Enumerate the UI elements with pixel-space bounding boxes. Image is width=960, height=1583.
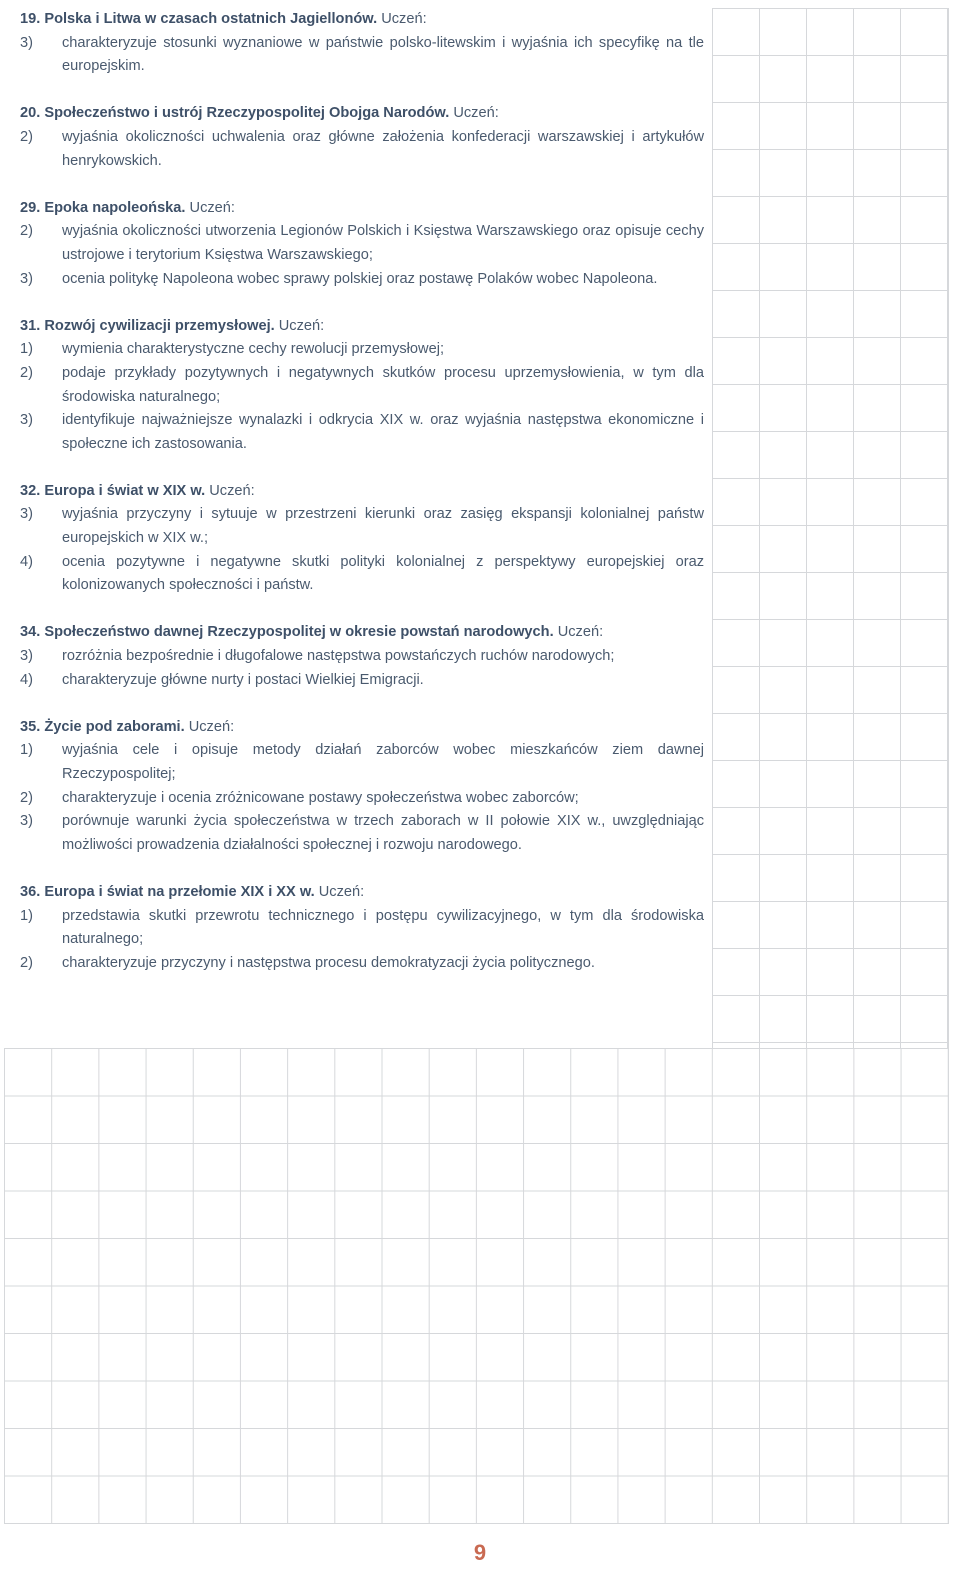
- section-heading: [20, 315, 704, 339]
- section-19: [20, 8, 704, 79]
- item-text: charakteryzuje przyczyny i następstwa procesu demokratyzacji życia politycznego.: [62, 954, 595, 971]
- list-item: [20, 503, 704, 550]
- item-text: charakteryzuje i ocenia zróżnicowane postawy społeczeństwa wobec zaborców;: [62, 789, 579, 806]
- list-item: [20, 787, 704, 811]
- section-number: 19.: [20, 11, 41, 27]
- page-number: 9: [473, 1540, 487, 1565]
- item-text: charakteryzuje stosunki wyznaniowe w państwie polsko-litewskim i wyjaśnia ich specyfikę na tle europejskim.: [62, 34, 704, 75]
- item-number: 2): [20, 364, 33, 381]
- section-title: Rozwój cywilizacji przemysłowej.: [44, 317, 275, 334]
- section-subject: Uczeń:: [189, 199, 235, 216]
- section-35: [20, 716, 704, 858]
- section-number: 20.: [20, 105, 41, 122]
- section-subject: Uczeń:: [278, 317, 325, 334]
- item-number: 3): [20, 506, 33, 523]
- section-29: [20, 197, 704, 291]
- item-number: 3): [20, 34, 33, 51]
- section-title: Europa i świat w XIX w.: [44, 482, 206, 499]
- list-item: [20, 952, 704, 976]
- item-text: identyfikuje najważniejsze wynalazki i odkrycia XIX w. oraz wyjaśnia następstwa ekonomiczne i społeczne ich zastosowania.: [62, 412, 704, 452]
- list-item: [20, 645, 704, 669]
- item-number: 3): [20, 648, 33, 665]
- list-item: [20, 220, 704, 267]
- item-number: 1): [20, 341, 33, 358]
- item-number: 3): [20, 813, 33, 830]
- item-number: 1): [20, 907, 33, 924]
- section-number: 32.: [20, 482, 41, 499]
- section-heading: [20, 480, 704, 504]
- item-number: 1): [20, 742, 33, 759]
- section-heading: [20, 197, 704, 221]
- item-text: ocenia pozytywne i negatywne skutki polityki kolonialnej z perspektywy europejskiej oraz kolonizowanych społeczności i państw.: [62, 553, 704, 594]
- section-34: [20, 621, 704, 692]
- item-text: wyjaśnia cele i opisuje metody działań zaborców wobec mieszkańców ziem dawnej Rzeczypospolitej;: [62, 742, 704, 782]
- item-text: porównuje warunki życia społeczeństwa w trzech zaborach w II połowie XIX w., uwzględniając możliwości prowadzenia działalności społecznej i rozwoju narodowego.: [62, 813, 704, 853]
- list-item: [20, 338, 704, 362]
- section-heading: [20, 621, 704, 645]
- item-text: podaje przykłady pozytywnych i negatywnych skutków procesu uprzemysłowienia, w tym dla środowiska naturalnego;: [62, 364, 704, 405]
- notes-grid-bottom: [4, 1048, 949, 1524]
- item-text: wymienia charakterystyczne cechy rewolucji przemysłowej;: [62, 341, 444, 358]
- section-number: 35.: [20, 718, 41, 735]
- list-item: [20, 669, 704, 693]
- section-subject: Uczeń:: [209, 482, 255, 499]
- section-31: [20, 315, 704, 457]
- item-text: wyjaśnia okoliczności utworzenia Legionów Polskich i Księstwa Warszawskiego oraz opisuje cechy ustrojowe i terytorium Księstwa Warszawskiego;: [62, 223, 704, 263]
- curriculum-content: [20, 8, 704, 999]
- section-subject: Uczeń:: [453, 105, 499, 122]
- section-title: Polska i Litwa w czasach ostatnich Jagiellonów.: [44, 11, 378, 27]
- list-item: [20, 362, 704, 409]
- item-text: przedstawia skutki przewrotu technicznego i postępu cywilizacyjnego, w tym dla środowiska naturalnego;: [62, 907, 704, 948]
- section-heading: [20, 881, 704, 905]
- section-subject: Uczeń:: [557, 624, 604, 641]
- item-text: wyjaśnia przyczyny i sytuuje w przestrzeni kierunki oraz zasięg ekspansji kolonialnej państw europejskich w XIX w.;: [62, 506, 704, 547]
- item-number: 2): [20, 128, 33, 145]
- section-title: Społeczeństwo dawnej Rzeczypospolitej w okresie powstań narodowych.: [44, 624, 554, 641]
- section-subject: Uczeń:: [318, 883, 365, 900]
- section-number: 31.: [20, 317, 41, 334]
- section-36: [20, 881, 704, 975]
- section-number: 29.: [20, 199, 41, 216]
- item-number: 3): [20, 270, 33, 287]
- item-number: 3): [20, 412, 33, 429]
- item-number: 2): [20, 223, 33, 240]
- item-number: 4): [20, 553, 33, 570]
- notes-grid-right: [712, 8, 949, 1049]
- item-text: wyjaśnia okoliczności uchwalenia oraz główne założenia konfederacji warszawskiej i artykułów henrykowskich.: [62, 128, 704, 169]
- section-heading: [20, 716, 704, 740]
- section-heading: [20, 102, 704, 126]
- list-item: [20, 905, 704, 952]
- section-title: Życie pod zaborami.: [44, 718, 185, 735]
- item-text: ocenia politykę Napoleona wobec sprawy polskiej oraz postawę Polaków wobec Napoleona.: [62, 270, 658, 287]
- section-subject: Uczeń:: [381, 11, 427, 27]
- list-item: [20, 409, 704, 456]
- list-item: [20, 126, 704, 173]
- item-number: 2): [20, 954, 33, 971]
- section-32: [20, 480, 704, 598]
- section-heading: [20, 8, 704, 32]
- section-title: Epoka napoleońska.: [44, 199, 186, 216]
- section-number: 36.: [20, 883, 41, 900]
- item-number: 2): [20, 789, 33, 806]
- section-20: [20, 102, 704, 173]
- section-title: Społeczeństwo i ustrój Rzeczypospolitej Obojga Narodów.: [44, 105, 450, 122]
- list-item: [20, 810, 704, 857]
- item-text: charakteryzuje główne nurty i postaci Wielkiej Emigracji.: [62, 671, 424, 688]
- section-subject: Uczeń:: [188, 718, 235, 735]
- section-title: Europa i świat na przełomie XIX i XX w.: [44, 883, 315, 900]
- list-item: [20, 551, 704, 598]
- section-number: 34.: [20, 624, 41, 641]
- list-item: [20, 268, 704, 292]
- item-text: rozróżnia bezpośrednie i długofalowe następstwa powstańczych ruchów narodowych;: [62, 648, 615, 665]
- list-item: [20, 32, 704, 79]
- list-item: [20, 739, 704, 786]
- item-number: 4): [20, 671, 33, 688]
